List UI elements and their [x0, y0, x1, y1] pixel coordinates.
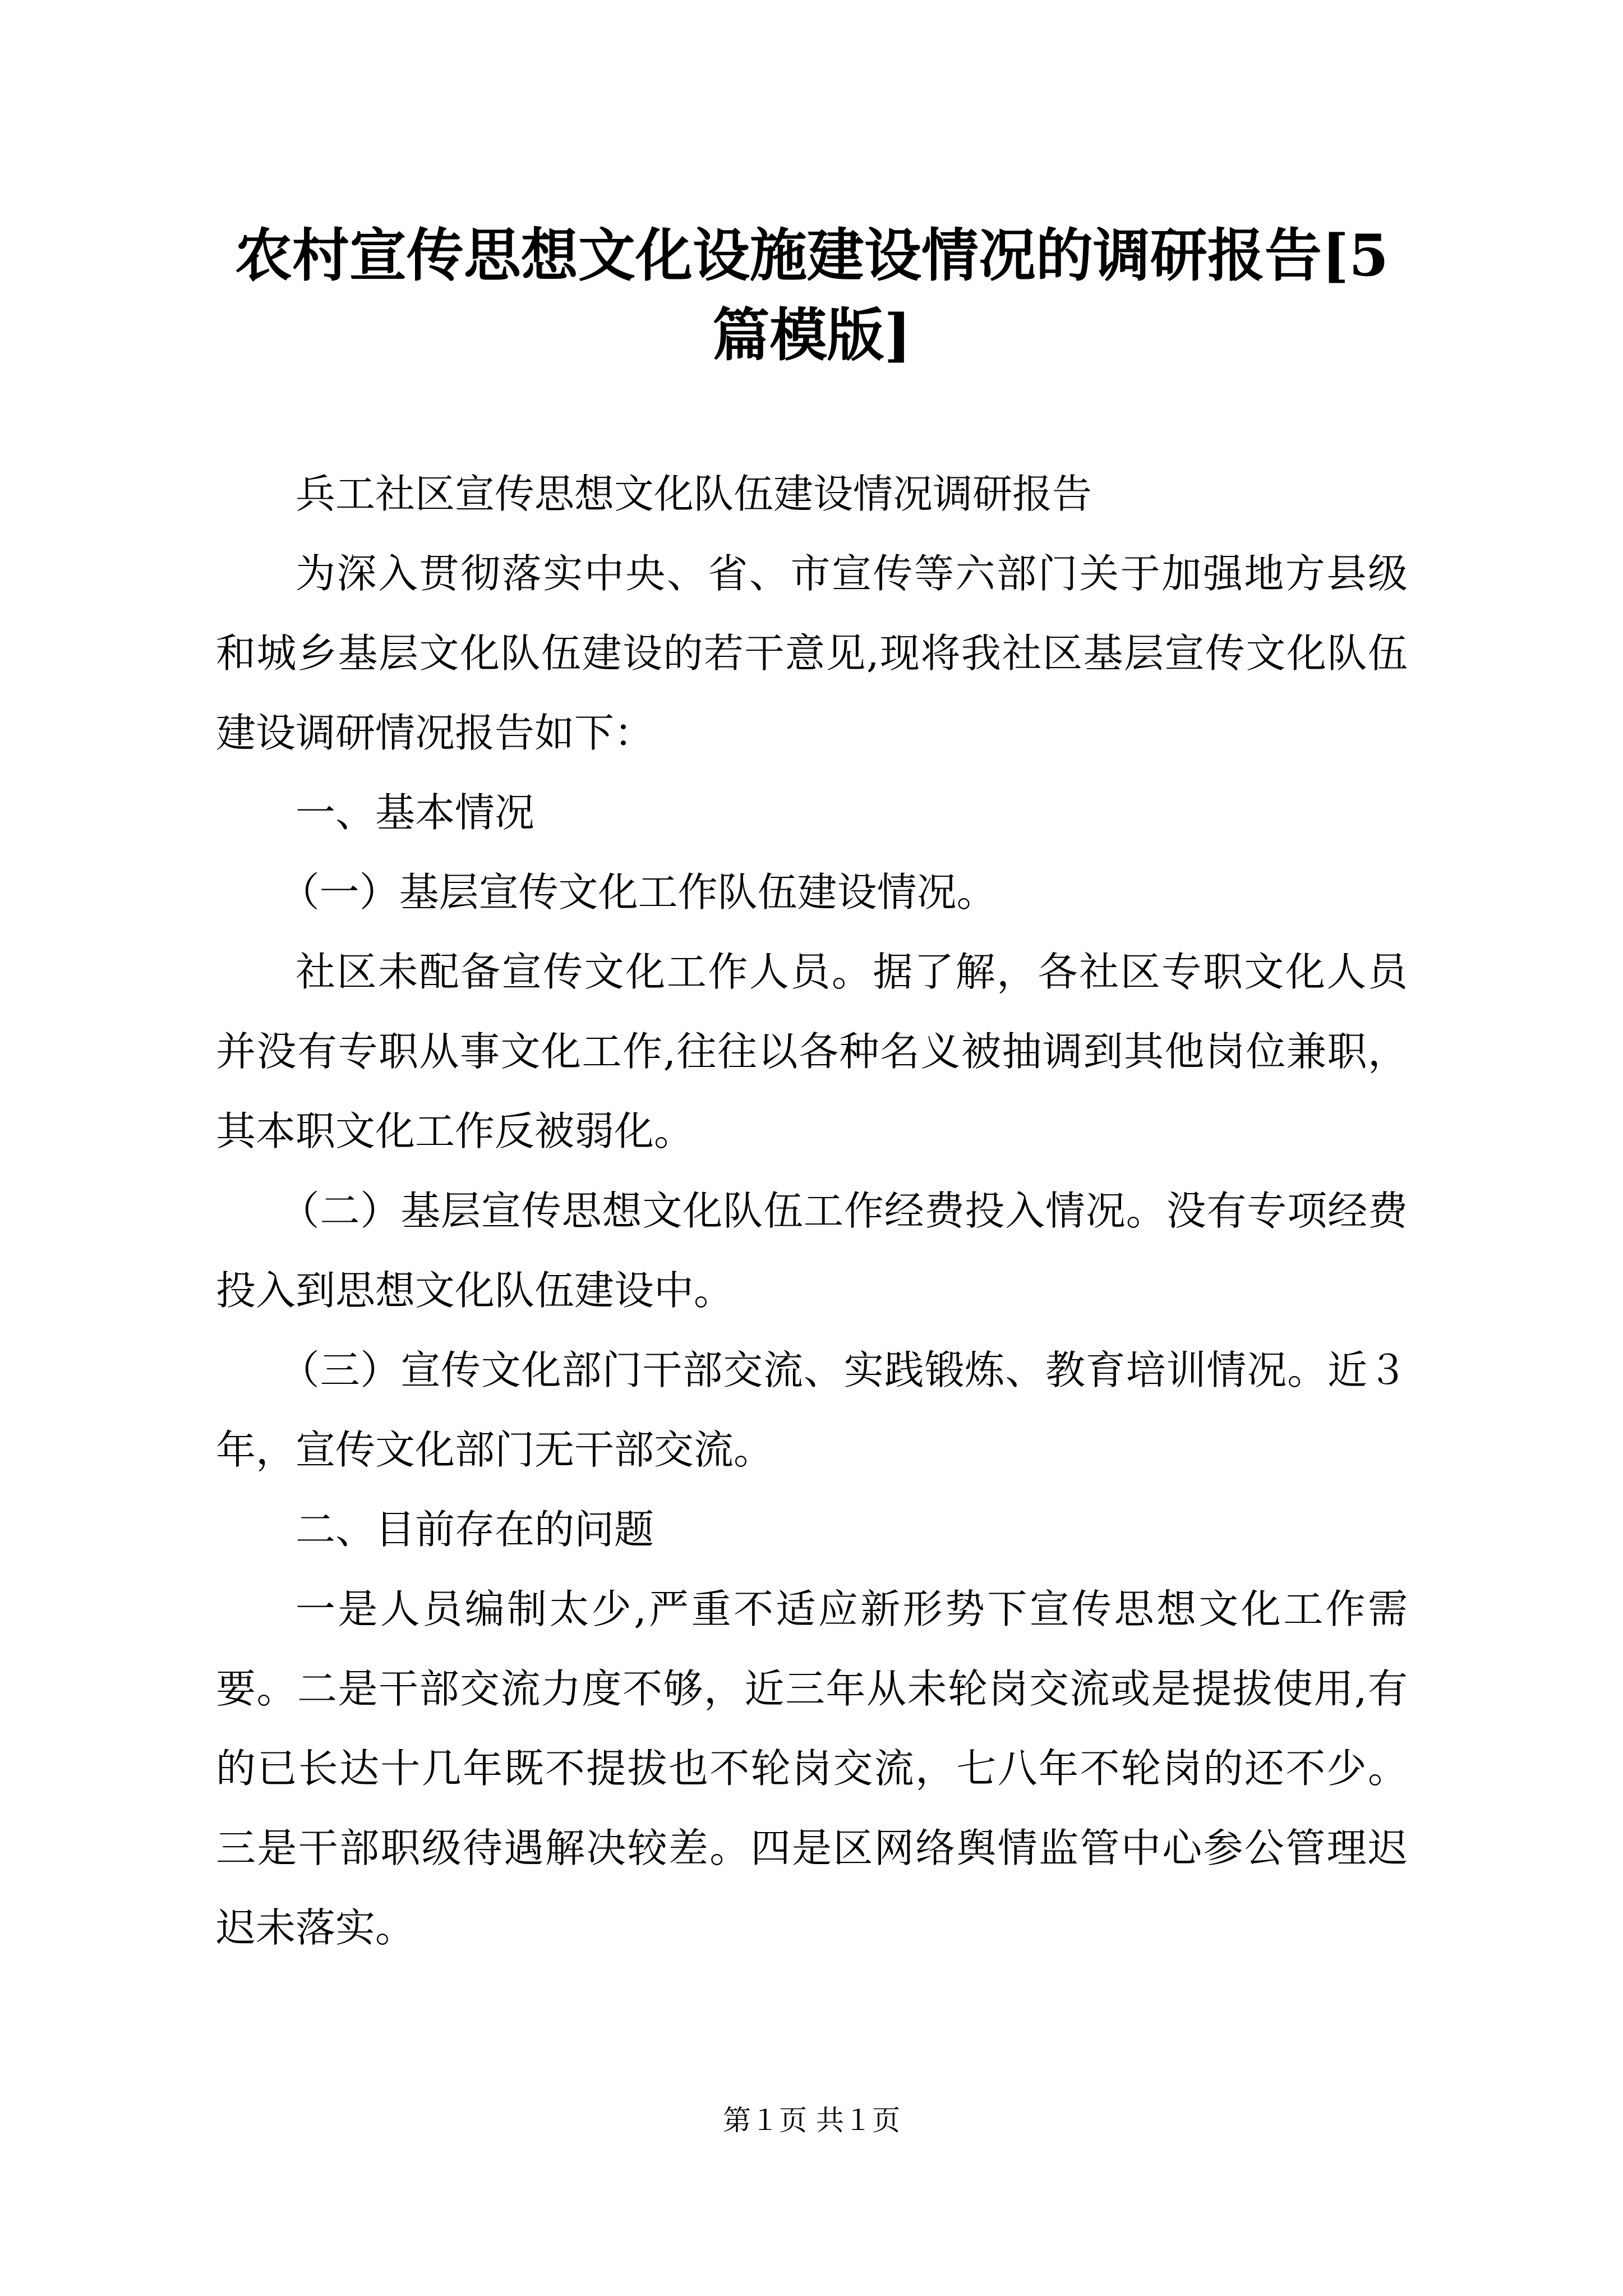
paragraph-problems: 一是人员编制太少,严重不适应新形势下宣传思想文化工作需要。二是干部交流力度不够，近三年从未轮岗交流或是提拔使用,有的已长达十几年既不提拔也不轮岗交流，七八年不轮岗的还不少。三是干部职级待遇解决较差。四是区网络舆情监管中心参公管理迟迟未落实。 [216, 1586, 1408, 1951]
document-title: 农村宣传思想文化设施建设情况的调研报告[5篇模版] [234, 222, 1389, 369]
document-body [216, 454, 1408, 1968]
section-heading-basic-situation: 一、基本情况 [296, 789, 535, 836]
paragraph-subtitle: 兵工社区宣传思想文化队伍建设情况调研报告 [296, 471, 1092, 517]
page-footer: 第１页 共１页 [723, 2104, 900, 2137]
section-heading-problems: 二、目前存在的问题 [296, 1506, 654, 1553]
subsection-heading-team-building: （一）基层宣传文化工作队伍建设情况。 [279, 869, 997, 915]
paragraph-funding: （二）基层宣传思想文化队伍工作经费投入情况。没有专项经费投入到思想文化队伍建设中。 [216, 1188, 1408, 1314]
paragraph-intro: 为深入贯彻落实中央、省、市宣传等六部门关于加强地方县级和城乡基层文化队伍建设的若干意见,现将我社区基层宣传文化队伍建设调研情况报告如下： [216, 550, 1408, 756]
paragraph-staffing: 社区未配备宣传文化工作人员。据了解，各社区专职文化人员并没有专职从事文化工作,往往以各种名义被抽调到其他岗位兼职，其本职文化工作反被弱化。 [216, 949, 1408, 1154]
paragraph-exchange-training: （三）宣传文化部门干部交流、实践锻炼、教育培训情况。近３年，宣传文化部门无干部交流。 [216, 1347, 1408, 1473]
